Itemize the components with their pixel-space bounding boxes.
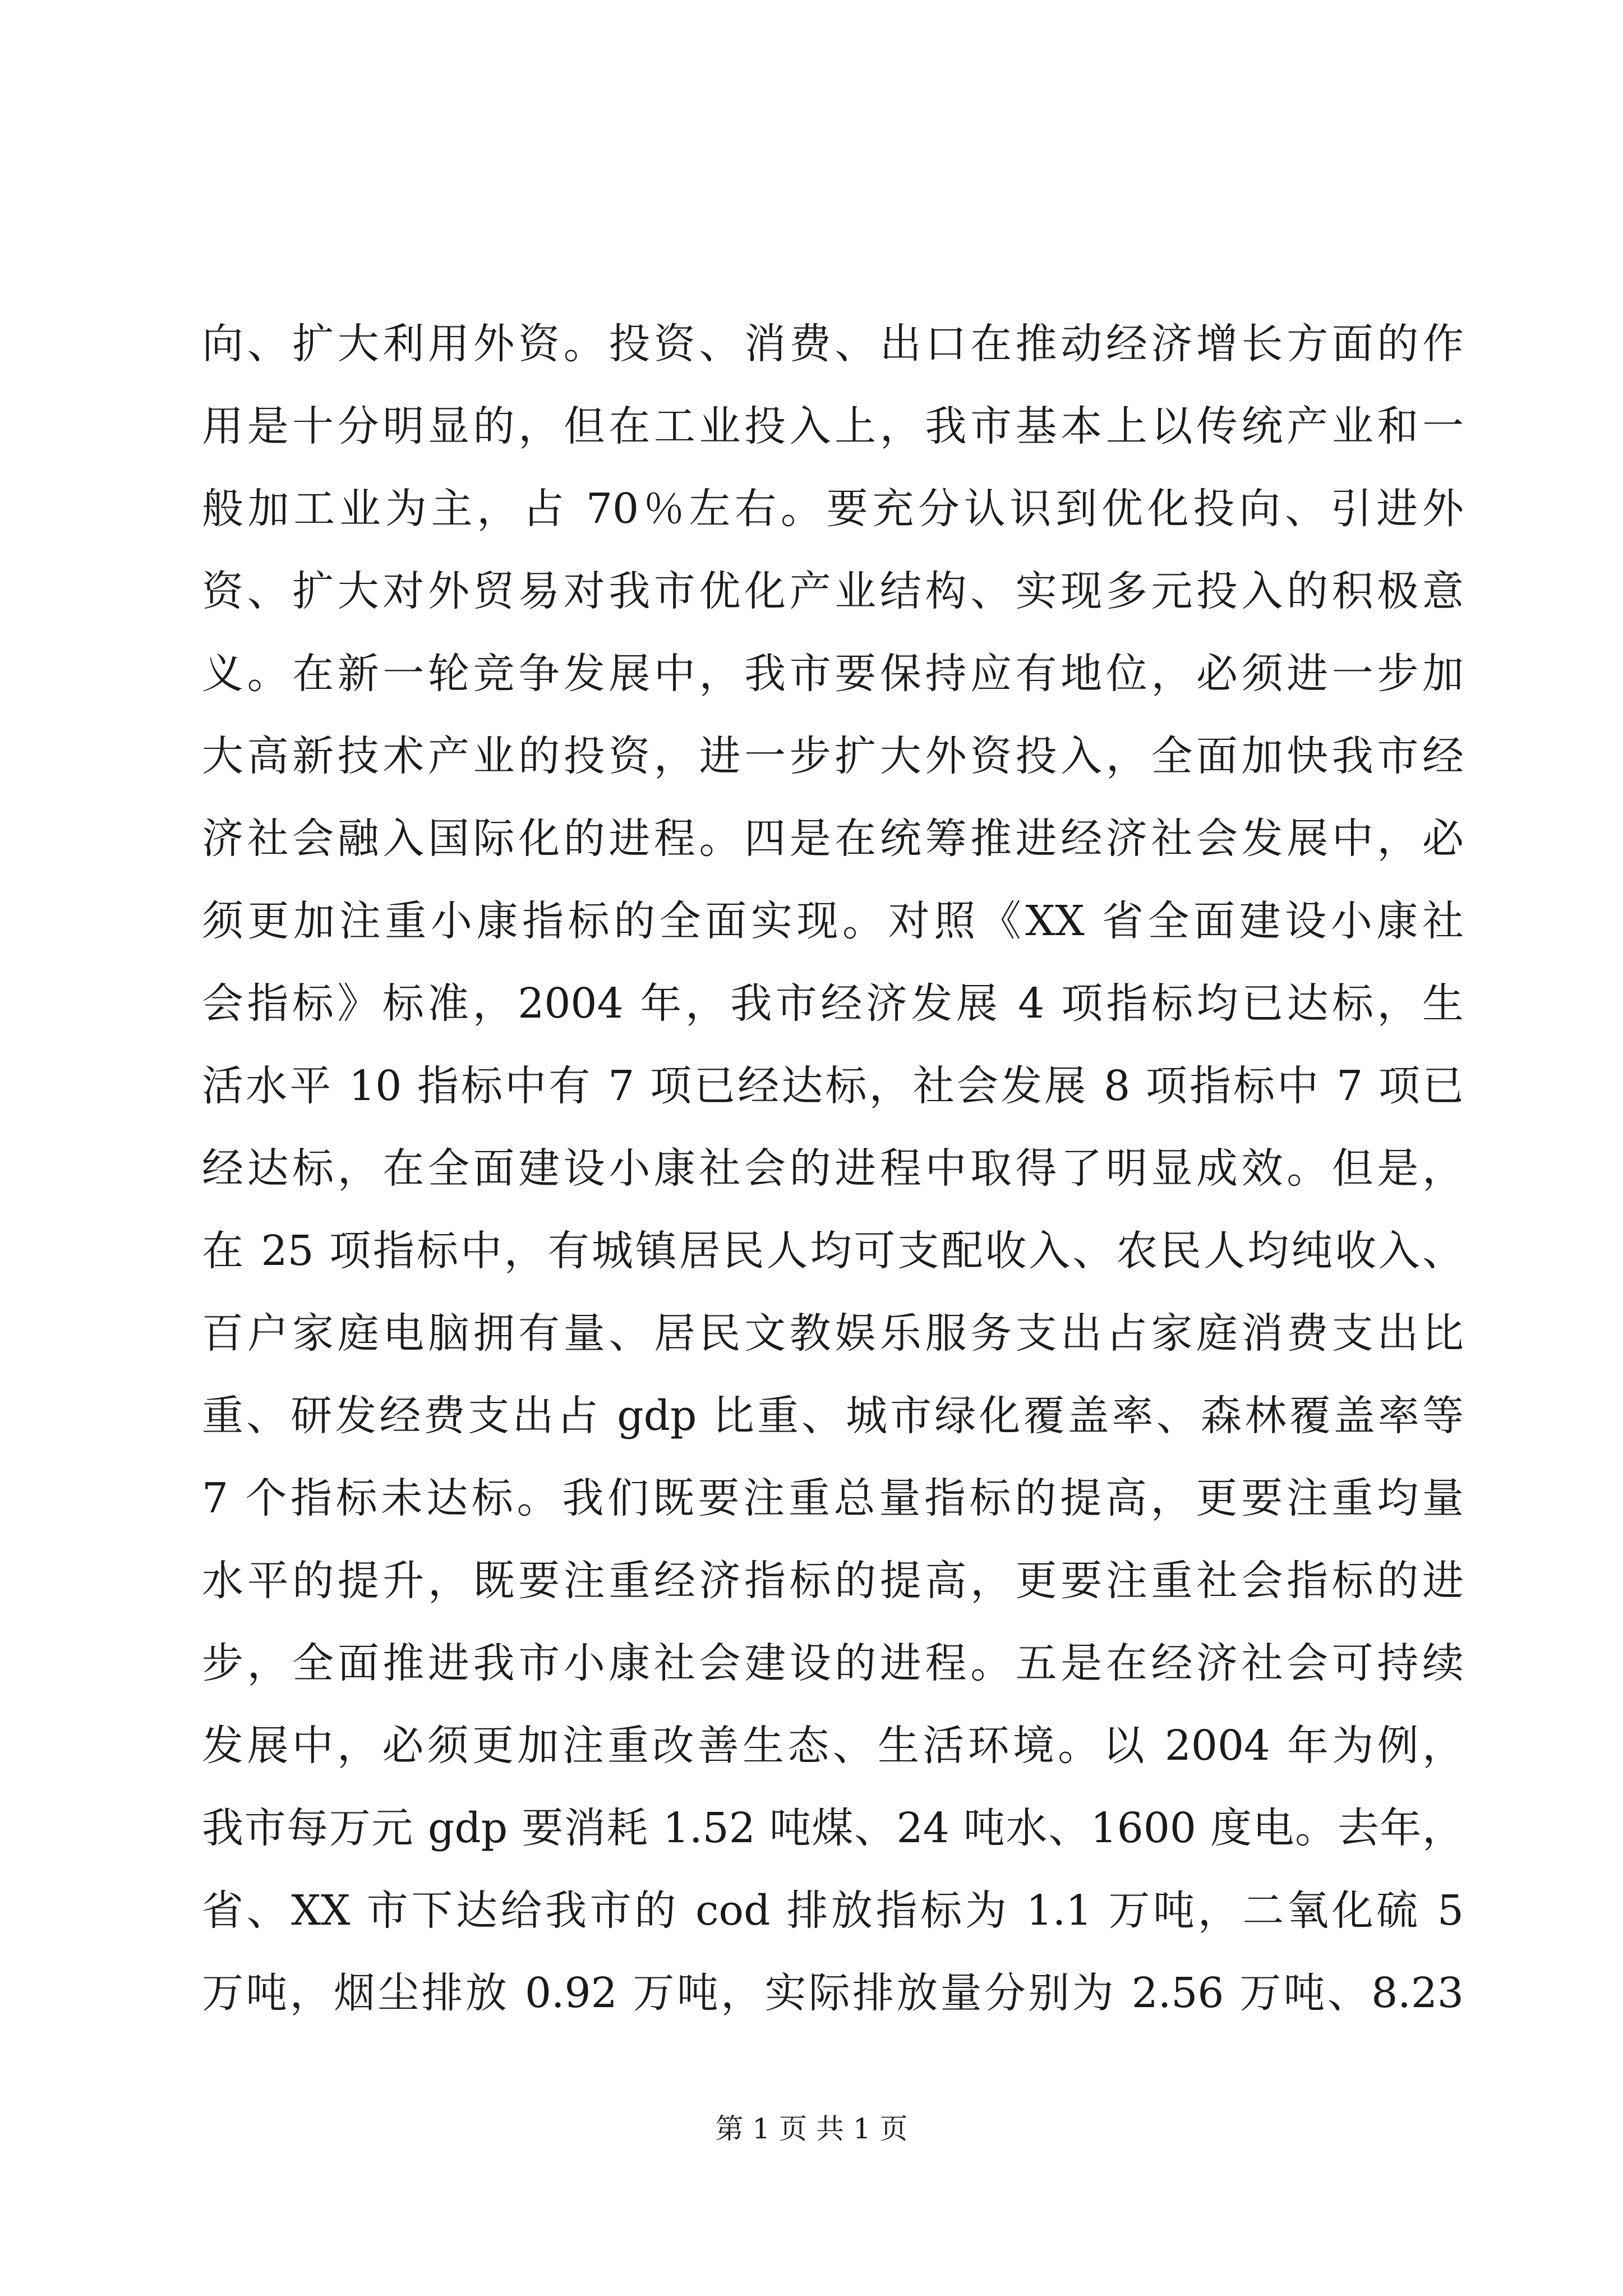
text-line: 济社会融入国际化的进程。四是在统筹推进经济社会发展中，必 — [202, 815, 1464, 863]
text-line: 会指标》标准，2004 年，我市经济发展 4 项指标均已达标，生 — [202, 979, 1464, 1028]
text-line: 须更加注重小康指标的全面实现。对照《XX 省全面建设小康社 — [202, 897, 1464, 945]
text-line: 百户家庭电脑拥有量、居民文教娱乐服务支出占家庭消费支出比 — [202, 1309, 1464, 1358]
text-line: 活水平 10 指标中有 7 项已经达标，社会发展 8 项指标中 7 项已 — [202, 1062, 1464, 1110]
text-line: 在 25 项指标中，有城镇居民人均可支配收入、农民人均纯收入、 — [202, 1227, 1464, 1275]
body-text — [202, 303, 1464, 2035]
text-line: 万吨，烟尘排放 0.92 万吨，实际排放量分别为 2.56 万吨、8.23 — [202, 1969, 1464, 2017]
text-line: 经达标，在全面建设小康社会的进程中取得了明显成效。但是， — [202, 1144, 1464, 1193]
text-line: 般加工业为主，占 70％左右。要充分认识到优化投向、引进外 — [202, 485, 1464, 533]
text-line: 发展中，必须更加注重改善生态、生活环境。以 2004 年为例， — [202, 1722, 1464, 1770]
text-line: 7 个指标未达标。我们既要注重总量指标的提高，更要注重均量 — [202, 1474, 1464, 1522]
text-line: 省、XX 市下达给我市的 cod 排放指标为 1.1 万吨，二氧化硫 5 — [202, 1887, 1464, 1935]
text-line: 我市每万元 gdp 要消耗 1.52 吨煤、24 吨水、1600 度电。去年， — [202, 1804, 1464, 1852]
text-line: 资、扩大对外贸易对我市优化产业结构、实现多元投入的积极意 — [202, 567, 1464, 615]
text-line: 步，全面推进我市小康社会建设的进程。五是在经济社会可持续 — [202, 1639, 1464, 1687]
text-line: 用是十分明显的，但在工业投入上，我市基本上以传统产业和一 — [202, 402, 1464, 450]
text-line: 义。在新一轮竞争发展中，我市要保持应有地位，必须进一步加 — [202, 650, 1464, 698]
text-line: 向、扩大利用外资。投资、消费、出口在推动经济增长方面的作 — [202, 320, 1464, 368]
text-line: 大高新技术产业的投资，进一步扩大外资投入，全面加快我市经 — [202, 732, 1464, 780]
text-line: 水平的提升，既要注重经济指标的提高，更要注重社会指标的进 — [202, 1557, 1464, 1605]
page-footer: 第 1 页 共 1 页 — [715, 2113, 908, 2145]
text-line: 重、研发经费支出占 gdp 比重、城市绿化覆盖率、森林覆盖率等 — [202, 1392, 1464, 1440]
